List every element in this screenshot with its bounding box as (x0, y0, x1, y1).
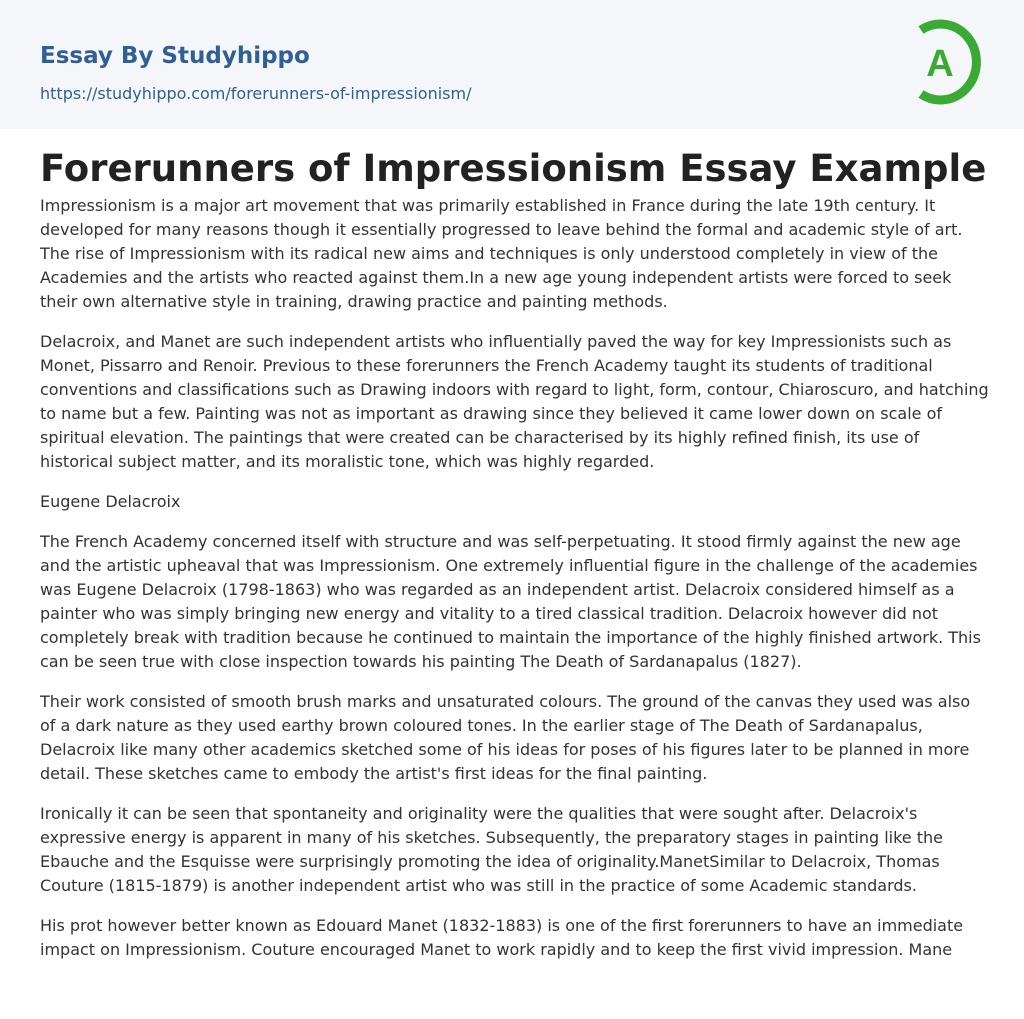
paragraph: The French Academy concerned itself with structure and was self-perpetuating. It stood firmly against the new age and the artistic upheaval that was Impressionism. One extremely influential figure in the challenge of the academies was Eugene Delacroix (1798-1863) who was regarded as an independent artist. Delacroix considered himself as a painter who was simply bringing new energy and vitality to a tired classical tradition. Delacroix however did not completely break with tradition because he continued to maintain the importance of the highly finished artwork. This can be seen true with close inspection towards his painting The Death of Sardanapalus (1827). (40, 532, 981, 671)
paragraph: His prot however better known as Edouard Manet (1832-1883) is one of the first forerunners to have an immediate impact on Impressionism. Couture encouraged Manet to work rapidly and to keep the first vivid impression. Mane (40, 916, 964, 959)
source-url-link[interactable]: https://studyhippo.com/forerunners-of-impressionism/ (40, 84, 472, 103)
site-header (0, 0, 1024, 129)
article (40, 129, 990, 978)
page-title: Forerunners of Impressionism Essay Example (40, 147, 987, 190)
brand-title[interactable]: Essay By Studyhippo (40, 43, 310, 69)
section-heading: Eugene Delacroix (40, 492, 181, 511)
paragraph: Their work consisted of smooth brush marks and unsaturated colours. The ground of the canvas they used was also of a dark nature as they used earthy brown coloured tones. In the earlier stage of The Death of Sardanapalus, Delacroix like many other academics sketched some of his ideas for poses of his figures later to be planned in more detail. These sketches came to embody the artist's first ideas for the final painting. (40, 692, 971, 783)
logo-icon[interactable] (905, 18, 989, 106)
paragraph: Impressionism is a major art movement that was primarily established in France during the late 19th century. It developed for many reasons though it essentially progressed to leave behind the formal and academic style of art. The rise of Impressionism with its radical new aims and techniques is only understood completely in view of the Academies and the artists who reacted against them.In a new age young independent artists were forced to seek their own alternative style in training, drawing practice and painting methods. (40, 196, 963, 311)
paragraph: Delacroix, and Manet are such independent artists who influentially paved the way for key Impressionists such as Monet, Pissarro and Renoir. Previous to these forerunners the French Academy taught its students of traditional conventions and classifications such as Drawing indoors with regard to light, form, contour, Chiaroscuro, and hatching to name but a few. Painting was not as important as drawing since they believed it came lower down on scale of spiritual elevation. The paintings that were created can be characterised by its highly refined finish, its use of historical subject matter, and its moralistic tone, which was highly regarded. (40, 332, 989, 471)
logo-letter: A (926, 43, 954, 85)
paragraph: Ironically it can be seen that spontaneity and originality were the qualities that were sought after. Delacroix's expressive energy is apparent in many of his sketches. Subsequently, the preparatory stages in painting like the Ebauche and the Esquisse were surprisingly promoting the idea of originality.ManetSimilar to Delacroix, Thomas Couture (1815-1879) is another independent artist who was still in the practice of some Academic standards. (40, 804, 943, 895)
